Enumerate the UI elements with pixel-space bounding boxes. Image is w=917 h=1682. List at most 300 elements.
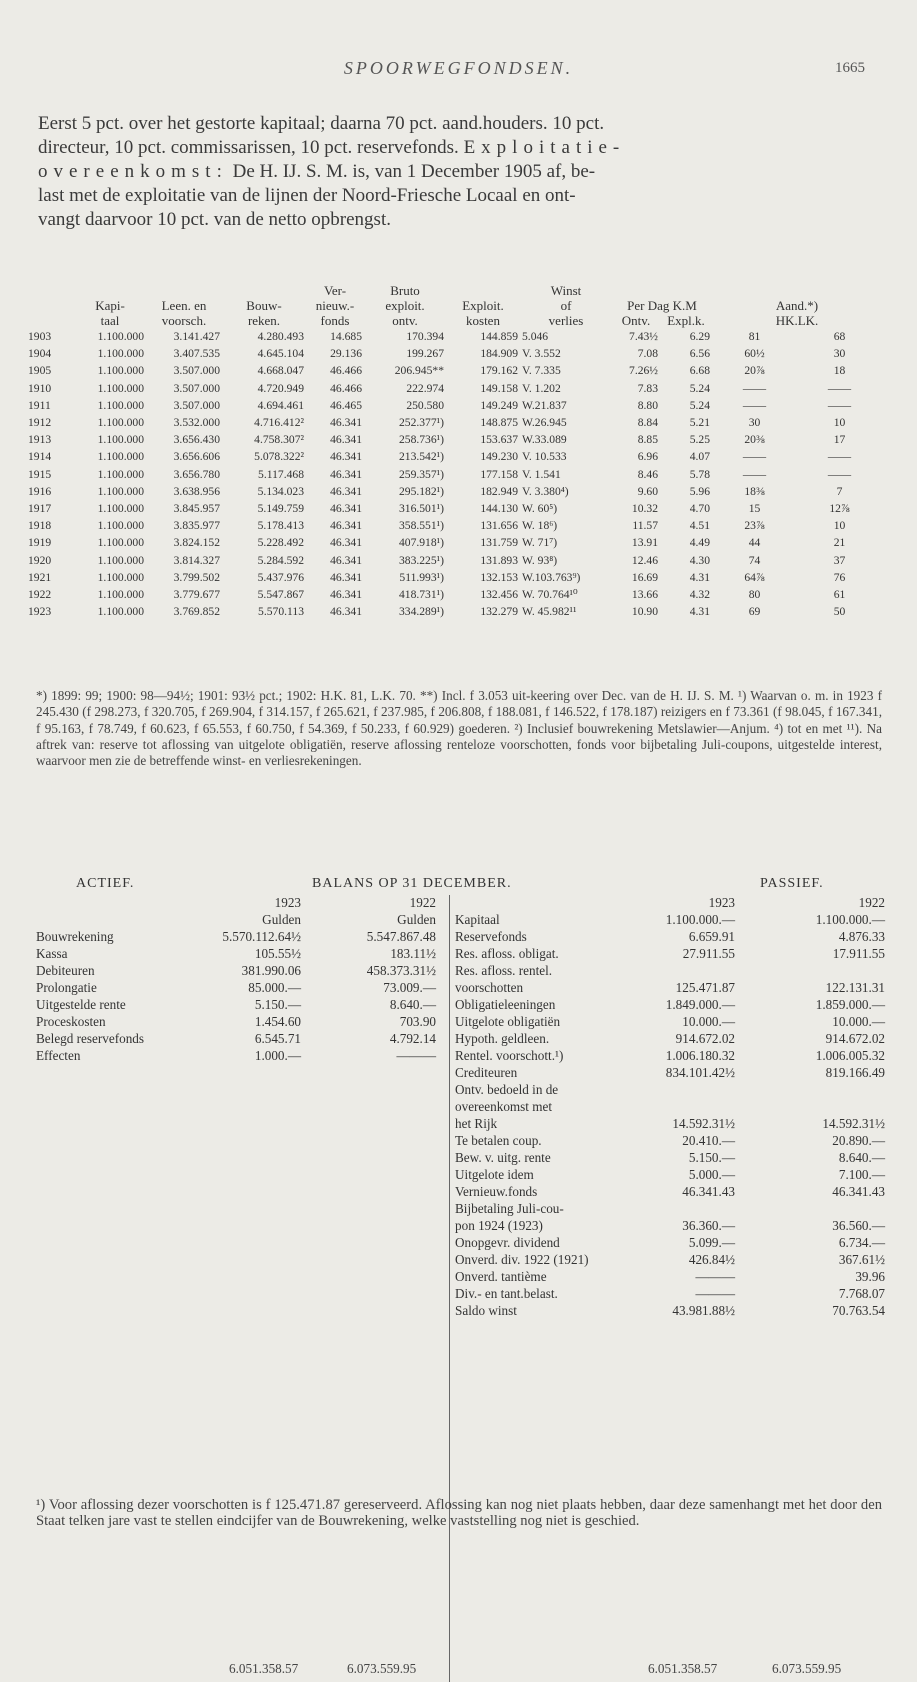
actief-item-value: 4.792.14	[389, 1031, 436, 1046]
table-cell: 6.68	[689, 364, 710, 378]
table-cell: 6.96	[637, 450, 658, 464]
table-cell: 1.100.000	[97, 605, 144, 619]
table-cell: 4.31	[689, 570, 710, 584]
header-cell: fonds	[320, 313, 350, 328]
table-cell: V. 7.335	[522, 364, 561, 378]
table-cell: 23⅞	[744, 519, 765, 533]
header-cell: reken.	[247, 313, 281, 328]
table-cell: 1912	[28, 416, 52, 430]
table-cell: 12⅞	[829, 501, 850, 515]
intro-line-4: last met de exploitatie van de lijnen der Noord-Friesche Locaal en ont-	[38, 185, 576, 206]
passief-item-label: het Rijk	[455, 1116, 498, 1131]
table-cell: 4.716.412²	[254, 416, 304, 430]
table-cell: 1.100.000	[97, 381, 144, 395]
table-cell: 3.779.677	[173, 587, 220, 601]
page-number: 1665	[835, 60, 865, 76]
passief-item-value: 36.560.—	[832, 1218, 885, 1233]
passief-row	[455, 1184, 885, 1201]
actief-item-value: 5.547.867.48	[366, 929, 436, 944]
passief-item-label: Saldo winst	[455, 1303, 517, 1318]
actief-total-1923: 6.051.358.57	[229, 1661, 299, 1676]
passief-item-label: Obligatieleeningen	[455, 997, 556, 1012]
table-cell: 7.43½	[629, 330, 658, 344]
table-cell: W. 60⁵)	[522, 501, 558, 515]
table-cell: 1918	[28, 519, 52, 533]
table-row	[26, 551, 882, 568]
table-cell: ——	[742, 381, 767, 395]
passief-item-label: Uitgelote idem	[455, 1167, 534, 1182]
passief-item-value: 17.911.55	[832, 946, 885, 961]
table-cell: 144.859	[480, 330, 518, 344]
passief-item-value: 819.166.49	[825, 1065, 885, 1080]
table-cell: 213.542¹)	[398, 450, 444, 464]
table-cell: 132.279	[480, 605, 518, 619]
actief-item-value: 6.545.71	[254, 1031, 301, 1046]
table-cell: 46.341	[330, 587, 362, 601]
table-cell: 1910	[28, 381, 52, 395]
table-row	[26, 431, 882, 448]
table-cell: 259.357¹)	[398, 467, 444, 481]
passief-row	[455, 1235, 885, 1252]
passief-item-label: pon 1924 (1923)	[455, 1218, 543, 1233]
table-cell: 69	[748, 605, 761, 619]
passief-row	[455, 963, 885, 980]
passief-item-value: 5.150.—	[688, 1150, 735, 1165]
table-cell: 3.141.427	[173, 330, 220, 344]
table-cell: 1.100.000	[97, 416, 144, 430]
table-cell: 46.341	[330, 433, 362, 447]
actief-row	[36, 1048, 446, 1065]
actief-item-value: ———	[396, 1048, 436, 1063]
table-cell: 46.341	[330, 519, 362, 533]
table-cell: 4.31	[689, 605, 710, 619]
table-notes: *) 1899: 99; 1900: 98—94½; 1901: 93½ pct.; 1902: H.K. 81, L.K. 70. **) Incl. f 3.053 uit-keering over Dec. van de H. IJ. S. M. ¹) Waarvan o. m. in 1923 f 245.430 (f 298.273, f 320.705, f 269.904, f 314.157, f 265.621, f 237.985, f 206.808, f 188.081, f 146.522, f 178.187) reizigers en f 73.361 (f 98.045, f 167.341, f 95.163, f 78.749, f 60.623, f 65.553, f 60.750, f 54.369, f 50.233, f 60.929) goederen. ²) Inclusief bouwrekening Metslawier—Anjum. ⁴) tot en met ¹¹). Na aftrek van: reserve tot aflossing van uitgelote obligatiën, reserve aflossing renteloze voorschotten, fonds voor bijbetaling Juli-coupons, uitgestelde interest, waarvoor men zie de betreffende winst- en verliesrekeningen.	[36, 688, 882, 769]
intro-line-3	[38, 160, 880, 184]
table-cell: 6.29	[689, 330, 710, 344]
passief-item-value: 834.101.42½	[665, 1065, 735, 1080]
table-cell: 13.91	[631, 536, 658, 550]
passief-item-label: Reservefonds	[455, 929, 527, 944]
passief-item-value: 8.640.—	[838, 1150, 885, 1165]
table-cell: 14.685	[330, 330, 362, 344]
table-row	[26, 466, 882, 483]
table-cell: 5.21	[689, 416, 710, 430]
table-cell: 5.24	[689, 381, 710, 395]
table-cell: 46.341	[330, 467, 362, 481]
table-cell: 61	[833, 587, 846, 601]
table-cell: 46.341	[330, 605, 362, 619]
table-cell: 64⅞	[744, 570, 765, 584]
header-cell	[26, 298, 74, 313]
passief-item-label: Crediteuren	[455, 1065, 518, 1080]
table-cell: 17	[833, 433, 846, 447]
table-cell: 30	[833, 347, 846, 361]
table-cell: 4.758.307²	[254, 433, 304, 447]
table-cell: 5.24	[689, 398, 710, 412]
table-cell: 3.532.000	[173, 416, 220, 430]
table-row	[26, 328, 882, 345]
statistics-table	[26, 283, 882, 620]
header-cell: Aand.*)	[775, 298, 819, 313]
table-cell: 46.341	[330, 484, 362, 498]
table-cell: 1923	[28, 605, 52, 619]
table-cell: 81	[748, 330, 761, 344]
actief-item-value: 105.55½	[254, 946, 301, 961]
table-cell: 418.731¹)	[398, 587, 444, 601]
actief-item-value: 5.570.112.64½	[222, 929, 301, 944]
actief-item-value: 381.990.06	[241, 963, 301, 978]
table-cell: 4.49	[689, 536, 710, 550]
passief-row	[455, 1150, 885, 1167]
table-cell: 8.84	[637, 416, 658, 430]
table-cell: ——	[827, 381, 852, 395]
table-cell: ——	[742, 467, 767, 481]
table-cell: 7.26½	[629, 364, 658, 378]
header-cell: kosten	[466, 313, 500, 328]
passief-item-label: voorschotten	[455, 980, 524, 995]
table-cell: 1.100.000	[97, 347, 144, 361]
passief-item-value: 1.859.000.—	[815, 997, 885, 1012]
passief-year-1923: 1923	[708, 895, 735, 910]
table-cell: V. 1.202	[522, 381, 561, 395]
header-cell: taal	[100, 313, 120, 328]
passief-item-value: 7.100.—	[838, 1167, 885, 1182]
table-cell: 1.100.000	[97, 450, 144, 464]
table-cell: 18	[833, 364, 846, 378]
intro-spaced-a: Exploitatie-	[463, 137, 626, 158]
passief-item-label: Div.- en tant.belast.	[455, 1286, 558, 1301]
passief-row	[455, 1303, 885, 1320]
header-cell: Kapi-	[95, 298, 125, 313]
table-cell: 131.893	[480, 553, 518, 567]
table-cell: 316.501¹)	[398, 501, 444, 515]
passief-item-label: Res. afloss. obligat.	[455, 946, 559, 961]
table-cell: ——	[827, 450, 852, 464]
table-cell: W.21.837	[522, 398, 567, 412]
actief-item-value: 8.640.—	[389, 997, 436, 1012]
table-cell: 5.570.113	[258, 605, 304, 619]
table-cell: 37	[833, 553, 846, 567]
table-cell: V. 10.533	[522, 450, 567, 464]
passief-item-value: 36.360.—	[682, 1218, 735, 1233]
page-title: SPOORWEGFONDSEN.	[343, 58, 574, 78]
table-cell: 148.875	[480, 416, 518, 430]
table-cell: 30	[748, 416, 761, 430]
passief-item-value: 10.000.—	[832, 1014, 885, 1029]
table-cell: 5.117.468	[258, 467, 304, 481]
header-cell: Winst	[550, 283, 582, 298]
passief-item-value: 914.672.02	[675, 1031, 735, 1046]
table-cell: W. 45.982¹¹	[522, 605, 577, 619]
table-cell: 4.70	[689, 501, 710, 515]
passief-row	[455, 1082, 885, 1099]
intro-spaced-b: overeenkomst:	[38, 161, 228, 182]
table-cell: 295.182¹)	[398, 484, 444, 498]
actief-units-row	[36, 912, 446, 929]
passief-item-value: 46.341.43	[682, 1184, 735, 1199]
passief-item-label: Bew. v. uitg. rente	[455, 1150, 551, 1165]
actief-item-label: Debiteuren	[36, 963, 95, 978]
header-cell: ontv.	[392, 313, 418, 328]
actief-item-label: Kassa	[36, 946, 68, 961]
passief-row	[455, 1252, 885, 1269]
table-cell: 50	[833, 605, 846, 619]
table-cell: 5.149.759	[257, 501, 304, 515]
header-cell: exploit.	[385, 298, 425, 313]
passief-item-value: ———	[695, 1269, 735, 1284]
passief-item-value: 914.672.02	[825, 1031, 885, 1046]
header-cell: voorsch.	[161, 313, 207, 328]
table-cell: 21	[833, 536, 846, 550]
table-cell: 1921	[28, 570, 52, 584]
header-cell	[26, 283, 74, 298]
table-cell: 5.96	[689, 484, 710, 498]
table-cell: 144.130	[480, 501, 518, 515]
table-cell: W.26.945	[522, 416, 567, 430]
table-cell: 3.638.956	[173, 484, 220, 498]
table-cell: 3.845.957	[173, 501, 220, 515]
table-cell: 5.437.976	[257, 570, 304, 584]
table-cell: 3.656.430	[173, 433, 220, 447]
table-cell: 4.32	[689, 587, 710, 601]
header-row-1	[26, 283, 882, 298]
table-cell: 3.769.852	[173, 605, 220, 619]
table-cell: 4.280.493	[257, 330, 304, 344]
passief-item-value: 10.000.—	[682, 1014, 735, 1029]
table-cell: 1905	[28, 364, 52, 378]
header-cell	[446, 283, 520, 298]
passief-item-value: 1.100.000.—	[665, 912, 735, 927]
passief-rows	[455, 912, 885, 1320]
passief-item-value: 6.734.—	[838, 1235, 885, 1250]
table-cell: 8.85	[637, 433, 658, 447]
actief-item-label: Effecten	[36, 1048, 81, 1063]
passief-item-label: Uitgelote obligatiën	[455, 1014, 561, 1029]
actief-item-value: 703.90	[399, 1014, 436, 1029]
passief-item-label: overeenkomst met	[455, 1099, 553, 1114]
table-row	[26, 362, 882, 379]
passief-item-value: 14.592.31½	[672, 1116, 735, 1131]
passief-row	[455, 1116, 885, 1133]
actief-unit-1923: Gulden	[262, 912, 301, 927]
table-cell: 20⅜	[744, 433, 765, 447]
header-cell: Ver-	[323, 283, 347, 298]
table-cell: 383.225¹)	[398, 553, 444, 567]
table-cell: W.33.089	[522, 433, 567, 447]
passief-item-value: 125.471.87	[675, 980, 735, 995]
passief-item-label: Onverd. tantième	[455, 1269, 547, 1284]
table-cell: V. 3.380⁴)	[522, 484, 569, 498]
actief-item-value: 85.000.—	[248, 980, 301, 995]
table-cell: 44	[748, 536, 761, 550]
table-cell: 250.580	[406, 398, 444, 412]
intro-line-3-text: De H. IJ. S. M. is, van 1 December 1905 af, be-	[232, 161, 596, 182]
actief-item-value: 5.150.—	[254, 997, 301, 1012]
passief-item-value: 14.592.31½	[822, 1116, 885, 1131]
actief-item-label: Proceskosten	[36, 1014, 106, 1029]
header-cell	[612, 283, 712, 298]
intro-line-2	[38, 136, 880, 160]
table-cell: 170.394	[406, 330, 444, 344]
header-cell: Bouw-	[246, 298, 282, 313]
actief-row	[36, 929, 446, 946]
header-cell	[712, 283, 882, 298]
passief-total-1922: 6.073.559.95	[772, 1661, 842, 1676]
passief-item-value: 5.000.—	[688, 1167, 735, 1182]
table-cell: 149.249	[480, 398, 518, 412]
table-cell: 80	[748, 587, 761, 601]
header-cell	[26, 313, 74, 328]
table-cell: 1.100.000	[97, 364, 144, 378]
statistics-table-body	[26, 328, 882, 620]
table-cell: 1.100.000	[97, 433, 144, 447]
passief-item-value: 1.100.000.—	[815, 912, 885, 927]
table-cell: 3.835.977	[173, 519, 220, 533]
table-cell: 46.466	[330, 381, 362, 395]
header-cell: Expl.k.	[667, 313, 705, 328]
table-cell: 1.100.000	[97, 501, 144, 515]
passief-item-value: 46.341.43	[832, 1184, 885, 1199]
passief-row	[455, 912, 885, 929]
table-cell: 10.90	[631, 605, 658, 619]
table-cell: 1915	[28, 467, 52, 481]
passief-item-value: ———	[695, 1286, 735, 1301]
table-cell: 13.66	[631, 587, 658, 601]
table-row	[26, 380, 882, 397]
table-cell: 4.668.047	[257, 364, 304, 378]
table-cell: 132.456	[480, 587, 518, 601]
header-cell	[146, 283, 222, 298]
passief-item-value: 20.890.—	[832, 1133, 885, 1148]
table-cell: 334.289¹)	[398, 605, 444, 619]
table-cell: 1.100.000	[97, 330, 144, 344]
table-cell: 1903	[28, 330, 52, 344]
header-cell: nieuw.-	[315, 298, 355, 313]
table-cell: 9.60	[637, 484, 658, 498]
balance-divider	[449, 895, 450, 1682]
table-cell: 5.284.592	[257, 553, 304, 567]
table-cell: 179.162	[480, 364, 518, 378]
table-cell: 5.046	[522, 330, 549, 344]
passief-row	[455, 1133, 885, 1150]
actief-item-value: 73.009.—	[383, 980, 436, 995]
table-cell: 4.694.461	[257, 398, 304, 412]
table-cell: 131.656	[480, 519, 518, 533]
passief-item-label: Res. afloss. rentel.	[455, 963, 553, 978]
table-cell: 1.100.000	[97, 467, 144, 481]
passief-item-value: 122.131.31	[825, 980, 885, 995]
actief-year-1922: 1922	[409, 895, 436, 910]
passief-item-value: 367.61½	[838, 1252, 885, 1267]
table-cell: 12.46	[631, 553, 658, 567]
table-cell: 132.153	[480, 570, 518, 584]
table-cell: 184.909	[480, 347, 518, 361]
table-cell: 258.736¹)	[398, 433, 444, 447]
actief-item-label: Prolongatie	[36, 980, 97, 995]
passief-row	[455, 980, 885, 997]
table-cell: 1916	[28, 484, 52, 498]
table-cell: 4.30	[689, 553, 710, 567]
table-cell: 149.230	[480, 450, 518, 464]
header-cell: Leen. en	[161, 298, 207, 313]
table-cell: 3.656.780	[173, 467, 220, 481]
passief-row	[455, 1048, 885, 1065]
passief-row	[455, 1031, 885, 1048]
table-cell: W. 18⁶)	[522, 519, 558, 533]
table-cell: 6.56	[689, 347, 710, 361]
passief-item-label: Hypoth. geldleen.	[455, 1031, 550, 1046]
passief-years-row	[455, 895, 885, 912]
table-cell: 46.341	[330, 570, 362, 584]
table-row	[26, 345, 882, 362]
passief-label: PASSIEF.	[760, 876, 824, 891]
passief-item-label: Onopgevr. dividend	[455, 1235, 560, 1250]
table-cell: 10	[833, 416, 846, 430]
table-cell: 1.100.000	[97, 398, 144, 412]
table-row	[26, 569, 882, 586]
passief-row	[455, 1201, 885, 1218]
intro-line-2-text: directeur, 10 pct. commissarissen, 10 pct. reservefonds.	[38, 137, 459, 158]
passief-row	[455, 1167, 885, 1184]
actief-row	[36, 963, 446, 980]
passief-item-label: Ontv. bedoeld in de	[455, 1082, 559, 1097]
table-cell: 46.341	[330, 536, 362, 550]
actief-item-label: Uitgestelde rente	[36, 997, 126, 1012]
actief-years-row	[36, 895, 446, 912]
footnote: ¹) Voor aflossing dezer voorschotten is f 125.471.87 gereserveerd. Aflossing kan nog niet plaats hebben, daar deze samenhangt met het door den Staat telken jare vast te stellen eindcijfer van de Bouwrekening, welke vaststelling nog niet is geschied.	[36, 1497, 882, 1529]
passief-item-value: 6.659.91	[688, 929, 735, 944]
table-cell: 1914	[28, 450, 52, 464]
table-cell: 3.507.000	[173, 381, 220, 395]
table-cell: 29.136	[330, 347, 362, 361]
table-cell: 153.637	[480, 433, 518, 447]
table-cell: 182.949	[480, 484, 518, 498]
table-cell: 4.645.104	[257, 347, 304, 361]
header-cell: Ontv.	[621, 313, 651, 328]
passief-total-1923: 6.051.358.57	[648, 1661, 718, 1676]
actief-item-value: 1.000.—	[254, 1048, 301, 1063]
passief-item-value: 43.981.88½	[672, 1303, 735, 1318]
table-cell: 1.100.000	[97, 484, 144, 498]
table-cell: 11.57	[632, 519, 658, 533]
table-cell: 5.078.322²	[254, 450, 304, 464]
table-cell: W. 93⁸)	[522, 553, 558, 567]
table-cell: 407.918¹)	[398, 536, 444, 550]
header-cell: verlies	[548, 313, 584, 328]
table-cell: W. 71⁷)	[522, 536, 558, 550]
passief-row	[455, 1099, 885, 1116]
table-cell: ——	[742, 450, 767, 464]
passief-year-1922: 1922	[858, 895, 885, 910]
table-cell: 1.100.000	[97, 587, 144, 601]
intro-line-5: vangt daarvoor 10 pct. van de netto opbrengst.	[38, 209, 391, 230]
passief-item-label: Vernieuw.fonds	[455, 1184, 538, 1199]
table-cell: 358.551¹)	[398, 519, 444, 533]
table-cell: 1904	[28, 347, 52, 361]
table-cell: 7.08	[637, 347, 658, 361]
table-row	[26, 483, 882, 500]
table-cell: 10	[833, 519, 846, 533]
table-cell: 5.228.492	[257, 536, 304, 550]
passief-row	[455, 1065, 885, 1082]
table-cell: 199.267	[406, 347, 444, 361]
table-cell: 46.341	[330, 501, 362, 515]
table-cell: ——	[742, 398, 767, 412]
table-cell: 1.100.000	[97, 536, 144, 550]
actief-row	[36, 946, 446, 963]
table-cell: 4.720.949	[257, 381, 304, 395]
table-cell: 131.759	[480, 536, 518, 550]
